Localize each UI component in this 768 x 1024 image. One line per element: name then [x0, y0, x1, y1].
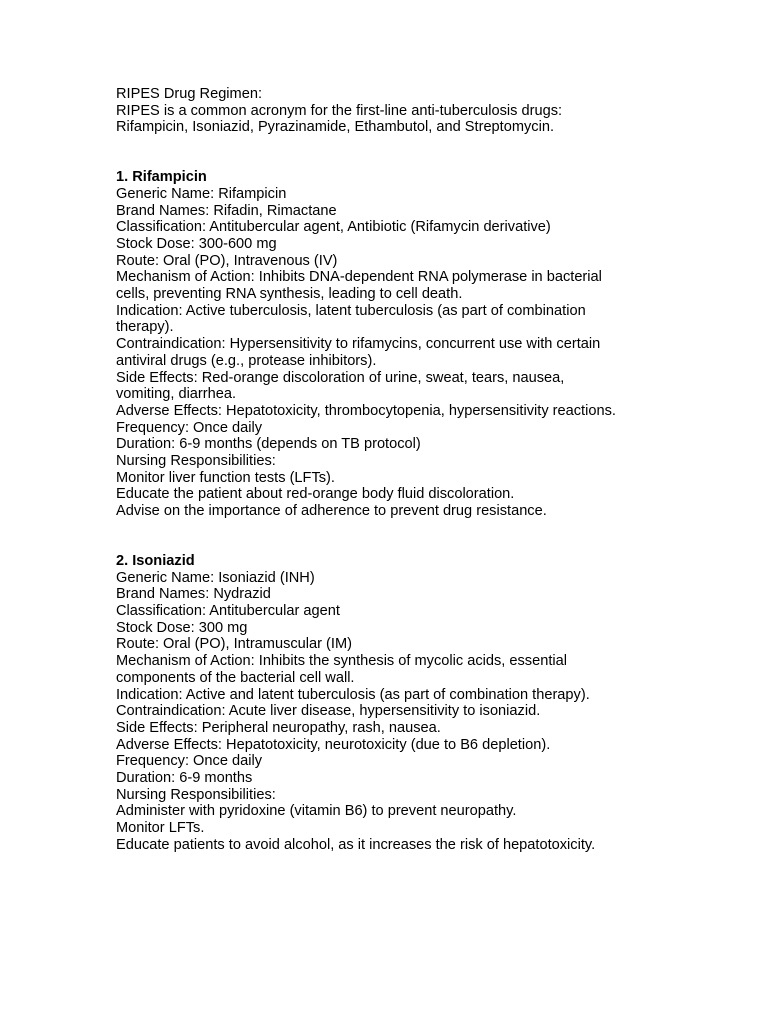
section-line: Mechanism of Action: Inhibits the synthesis of mycolic acids, essential	[116, 653, 567, 670]
document-page	[116, 86, 736, 854]
section-line: Side Effects: Red-orange discoloration of urine, sweat, tears, nausea,	[116, 369, 565, 386]
section-isoniazid	[116, 553, 736, 854]
intro-line: Rifampicin, Isoniazid, Pyrazinamide, Ethambutol, and Streptomycin.	[116, 119, 555, 136]
section-rifampicin	[116, 169, 736, 520]
section-line: Classification: Antitubercular agent, Antibiotic (Rifamycin derivative)	[116, 219, 551, 236]
section-line: Classification: Antitubercular agent	[116, 602, 340, 619]
section-line: antiviral drugs (e.g., protease inhibitors).	[116, 352, 377, 369]
section-line: Duration: 6-9 months	[116, 770, 253, 787]
section-line: Generic Name: Rifampicin	[116, 185, 287, 202]
document-title: RIPES Drug Regimen:	[116, 86, 262, 102]
section-line: Stock Dose: 300 mg	[116, 619, 248, 636]
section-line: Contraindication: Hypersensitivity to rifamycins, concurrent use with certain	[116, 336, 601, 353]
intro-line: RIPES is a common acronym for the first-line anti-tuberculosis drugs:	[116, 102, 563, 119]
section-line: Generic Name: Isoniazid (INH)	[116, 569, 315, 586]
section-line: cells, preventing RNA synthesis, leading to cell death.	[116, 286, 463, 303]
section-line: Indication: Active tuberculosis, latent tuberculosis (as part of combination	[116, 302, 586, 319]
section-line: Route: Oral (PO), Intramuscular (IM)	[116, 636, 352, 653]
section-line: Side Effects: Peripheral neuropathy, rash, nausea.	[116, 719, 441, 736]
section-line: therapy).	[116, 319, 174, 336]
section-line: Adverse Effects: Hepatotoxicity, thrombocytopenia, hypersensitivity reactions.	[116, 402, 616, 419]
section-line: Frequency: Once daily	[116, 419, 263, 436]
section-line: Educate patients to avoid alcohol, as it increases the risk of hepatotoxicity.	[116, 836, 596, 853]
section-line: Monitor liver function tests (LFTs).	[116, 469, 335, 486]
section-line: Stock Dose: 300-600 mg	[116, 235, 277, 252]
section-line: Administer with pyridoxine (vitamin B6) to prevent neuropathy.	[116, 803, 517, 820]
section-line: Advise on the importance of adherence to prevent drug resistance.	[116, 503, 547, 520]
section-line: Monitor LFTs.	[116, 820, 205, 837]
section-line: Indication: Active and latent tuberculosis (as part of combination therapy).	[116, 686, 590, 703]
section-line: Route: Oral (PO), Intravenous (IV)	[116, 252, 338, 269]
section-line: Brand Names: Nydrazid	[116, 586, 271, 603]
spacer	[116, 520, 736, 553]
section-line: Frequency: Once daily	[116, 753, 263, 770]
section-line: Educate the patient about red-orange body fluid discoloration.	[116, 486, 515, 503]
spacer	[116, 136, 736, 169]
section-line: Duration: 6-9 months (depends on TB protocol)	[116, 436, 421, 453]
section-line: Brand Names: Rifadin, Rimactane	[116, 202, 337, 219]
section-line: Nursing Responsibilities:	[116, 786, 276, 803]
section-line: Contraindication: Acute liver disease, hypersensitivity to isoniazid.	[116, 703, 541, 720]
section-heading: 1. Rifampicin	[116, 169, 207, 186]
section-line: components of the bacterial cell wall.	[116, 669, 355, 686]
section-line: vomiting, diarrhea.	[116, 386, 237, 403]
intro-block	[116, 86, 736, 136]
section-heading: 2. Isoniazid	[116, 552, 195, 569]
section-line: Adverse Effects: Hepatotoxicity, neurotoxicity (due to B6 depletion).	[116, 736, 551, 753]
section-line: Mechanism of Action: Inhibits DNA-dependent RNA polymerase in bacterial	[116, 269, 602, 286]
section-line: Nursing Responsibilities:	[116, 453, 276, 470]
